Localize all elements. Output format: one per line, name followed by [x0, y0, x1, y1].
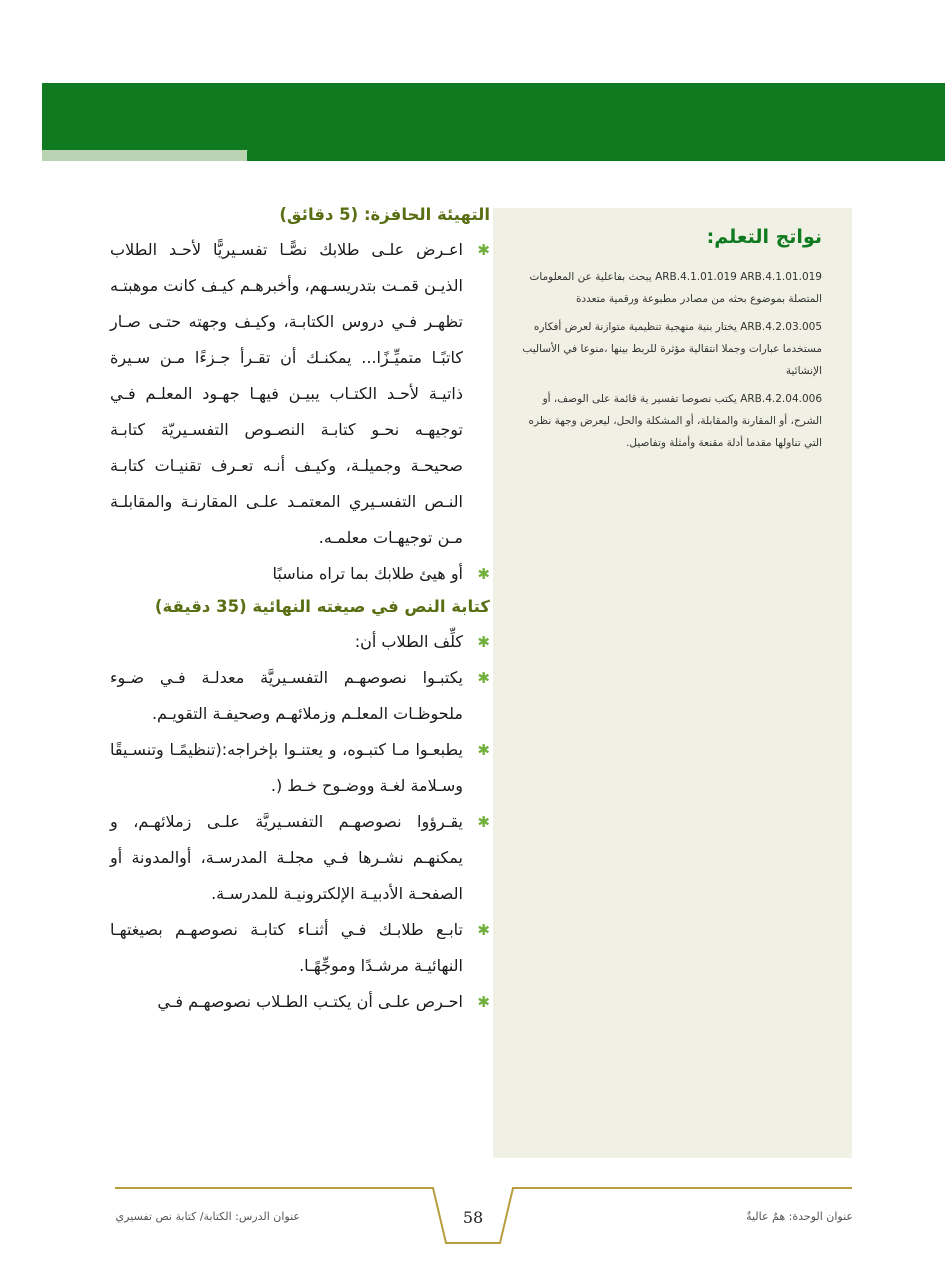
main-content [110, 200, 490, 1020]
list-item [110, 232, 490, 556]
star-bullet-icon: ✱ [477, 241, 490, 259]
footer-rule-right [512, 1187, 852, 1189]
footer-unit-title: عنوان الوحدة: همٌ عاليةٌ [746, 1210, 853, 1223]
list-item-text: يقـرؤوا نصوصهـم التفسـيريَّة علـى زملائهـم، و يمكنهـم نشـرها فـي مجلـة المدرسـة، أوالمدونة أو الصفحـة الأدبيـة الإلكترونيـة للمدرسـة. [110, 812, 463, 903]
learning-outcomes-panel [493, 208, 852, 1158]
section-heading-final-draft: كتابة النص في صيغته النهائية (35 دقيقة) [154, 597, 490, 616]
list-item-text: أو هيئ طلابك بما تراه مناسبًا [272, 564, 463, 583]
star-bullet-icon: ✱ [477, 565, 490, 583]
learning-outcome-item: ARB.4.2.04.006 يكتب نصوصا تفسير ية قائمة على الوصف، أو الشرح، أو المقارنة والمقابلة، أو المشكلة والحل، ليعرض وجهة نظره التي تناولها مقدما أدلة مقنعة وأمثلة وتفاصيل. [528, 393, 822, 449]
star-bullet-icon: ✱ [477, 741, 490, 759]
list-item [110, 984, 490, 1020]
final-draft-list [110, 624, 490, 1020]
section-heading-warmup: التهيئة الحافزة: (5 دقائق) [279, 205, 490, 224]
star-bullet-icon: ✱ [477, 813, 490, 831]
list-item [110, 732, 490, 804]
list-item-text: احـرص علـى أن يكتـب الطـلاب نصوصهـم فـي [157, 992, 463, 1011]
footer-lesson-title: عنوان الدرس: الكتابة/ كتابة نص تفسيري [115, 1210, 300, 1223]
list-item [110, 556, 490, 592]
learning-outcome-item: ARB.4.1.01.019 ARB.4.1.01.019 يبحث بفاعلية عن المعلومات المتصلة بموضوع بحثه من مصادر مطبوعة ورقمية متعددة [529, 271, 822, 305]
warmup-list [110, 232, 490, 592]
banner-bottom-band [247, 150, 945, 161]
learning-outcome-item: ARB.4.2.03.005 يختار بنية منهجية تنظيمية متوازنة لعرض أفكاره مستخدما عبارات وجملا انتقالية مؤثرة للربط بينها ،منوعا في الأساليب الإنشائية [522, 321, 822, 377]
list-item-text: يطبعـوا مـا كتبـوه، و يعتنـوا بإخراجه:(تنظيمًـا وتنسـيقًا وسـلامة لغـة ووضـوح خـط (. [110, 740, 463, 795]
banner-bottom-stripe [42, 150, 247, 161]
list-item [110, 912, 490, 984]
star-bullet-icon: ✱ [477, 993, 490, 1011]
list-item-text: كلِّف الطلاب أن: [354, 632, 463, 651]
star-bullet-icon: ✱ [477, 669, 490, 687]
banner-bottom-corner [236, 150, 248, 161]
list-item [110, 624, 490, 660]
page-number: 58 [462, 1208, 484, 1227]
list-item [110, 660, 490, 732]
list-item-text: يكتبـوا نصوصهـم التفسـيريَّة معدلـة فـي ضـوء ملحوظـات المعلـم وزملائهـم وصحيفـة التقويـم. [110, 668, 463, 723]
learning-outcomes-title: نواتج التعلم: [706, 226, 822, 248]
header-banner [42, 83, 945, 151]
star-bullet-icon: ✱ [477, 921, 490, 939]
list-item-text: تابـع طلابـك فـي أثنـاء كتابـة نصوصهـم بصيغتهـا النهائيـة مرشـدًا وموجِّهًـا. [110, 920, 463, 975]
footer-rule-left [115, 1187, 433, 1189]
list-item [110, 804, 490, 912]
list-item-text: اعـرض علـى طلابك نصًّـا تفسـيريًّا لأحـد الطلاب الذيـن قمـت بتدريسـهم، وأخبرهـم كيـف كانت موهبتـه تظهـر فـي دروس الكتابـة، وكيـف وجهته حتـى صـار كاتبًـا متميِّـزًا... يمكنـك أن تقـرأ جـزءًا مـن سـيرة ذاتيـة لأحـد الكتـاب يبيـن فيهـا جهـود المعلـم فـي توجيهـه نحـو كتابـة النصـوص التفسـيريّة كتابـة صحيحـة وجميلـة، وكيـف أنـه تعـرف تقنيـات كتابـة النـص التفسـيري المعتمـد علـى المقارنـة والمقابلـة مـن توجيهـات معلمـه. [110, 240, 463, 547]
star-bullet-icon: ✱ [477, 633, 490, 651]
